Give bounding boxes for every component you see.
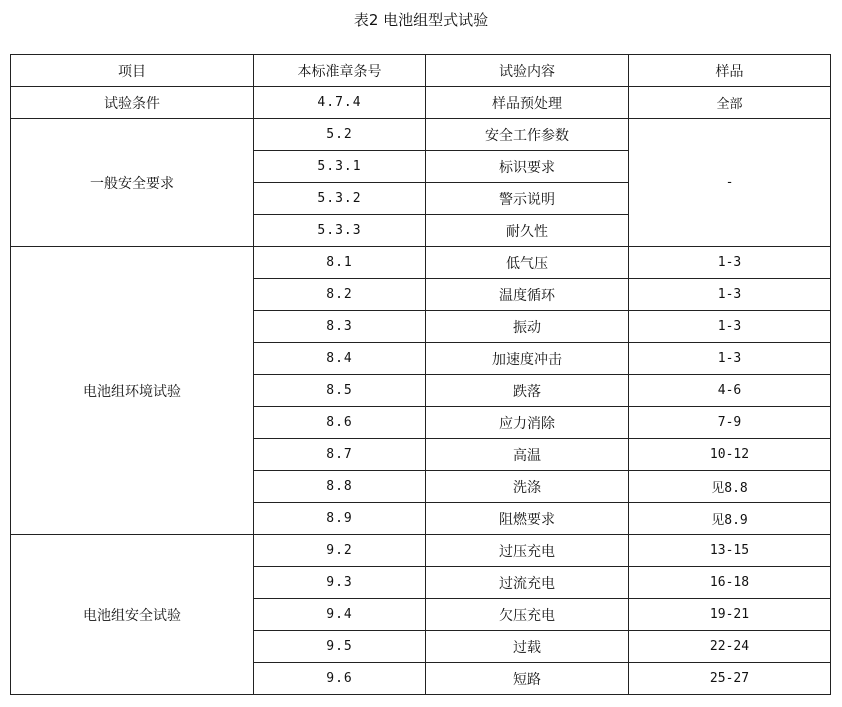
sample-cell: 7-9: [629, 407, 831, 439]
content-cell: 样品预处理: [426, 87, 629, 119]
sample-cell: 4-6: [629, 375, 831, 407]
content-cell: 阻燃要求: [426, 503, 629, 535]
sample-cell: 全部: [629, 87, 831, 119]
content-cell: 标识要求: [426, 151, 629, 183]
sample-cell: 10-12: [629, 439, 831, 471]
content-cell: 过压充电: [426, 535, 629, 567]
clause-cell: 9.4: [254, 599, 426, 631]
header-clause: 本标准章条号: [254, 55, 426, 87]
sample-cell: 1-3: [629, 279, 831, 311]
header-sample: 样品: [629, 55, 831, 87]
group-cell: 电池组安全试验: [11, 535, 254, 695]
table-row: [11, 535, 831, 567]
content-cell: 振动: [426, 311, 629, 343]
header-item: 项目: [11, 55, 254, 87]
sample-cell: 1-3: [629, 343, 831, 375]
table-header-row: [11, 55, 831, 87]
sample-cell: 见8.8: [629, 471, 831, 503]
clause-cell: 5.3.2: [254, 183, 426, 215]
clause-cell: 9.6: [254, 663, 426, 695]
sample-cell: 1-3: [629, 311, 831, 343]
sample-cell: 19-21: [629, 599, 831, 631]
content-cell: 安全工作参数: [426, 119, 629, 151]
table-row: [11, 247, 831, 279]
content-cell: 欠压充电: [426, 599, 629, 631]
content-cell: 警示说明: [426, 183, 629, 215]
table-row: [11, 87, 831, 119]
group-cell: 试验条件: [11, 87, 254, 119]
clause-cell: 5.3.1: [254, 151, 426, 183]
clause-cell: 8.6: [254, 407, 426, 439]
clause-cell: 8.2: [254, 279, 426, 311]
table-caption: 表2 电池组型式试验: [353, 11, 489, 29]
clause-cell: 8.7: [254, 439, 426, 471]
table-row: [11, 119, 831, 151]
sample-cell: 见8.9: [629, 503, 831, 535]
content-cell: 低气压: [426, 247, 629, 279]
content-cell: 过流充电: [426, 567, 629, 599]
clause-cell: 9.5: [254, 631, 426, 663]
group-cell: 电池组环境试验: [11, 247, 254, 535]
clause-cell: 5.3.3: [254, 215, 426, 247]
battery-pack-type-test-table: [10, 54, 831, 695]
content-cell: 短路: [426, 663, 629, 695]
clause-cell: 8.4: [254, 343, 426, 375]
clause-cell: 9.2: [254, 535, 426, 567]
clause-cell: 8.5: [254, 375, 426, 407]
sample-cell: 25-27: [629, 663, 831, 695]
content-cell: 洗涤: [426, 471, 629, 503]
sample-cell: 22-24: [629, 631, 831, 663]
content-cell: 跌落: [426, 375, 629, 407]
content-cell: 应力消除: [426, 407, 629, 439]
sample-cell: 13-15: [629, 535, 831, 567]
sample-cell: 1-3: [629, 247, 831, 279]
clause-cell: 5.2: [254, 119, 426, 151]
clause-cell: 8.8: [254, 471, 426, 503]
clause-cell: 8.3: [254, 311, 426, 343]
clause-cell: 9.3: [254, 567, 426, 599]
header-content: 试验内容: [426, 55, 629, 87]
clause-cell: 4.7.4: [254, 87, 426, 119]
sample-cell: -: [629, 119, 831, 247]
group-cell: 一般安全要求: [11, 119, 254, 247]
clause-cell: 8.1: [254, 247, 426, 279]
content-cell: 耐久性: [426, 215, 629, 247]
content-cell: 温度循环: [426, 279, 629, 311]
clause-cell: 8.9: [254, 503, 426, 535]
sample-cell: 16-18: [629, 567, 831, 599]
content-cell: 加速度冲击: [426, 343, 629, 375]
table-body: [11, 87, 831, 695]
content-cell: 高温: [426, 439, 629, 471]
content-cell: 过载: [426, 631, 629, 663]
